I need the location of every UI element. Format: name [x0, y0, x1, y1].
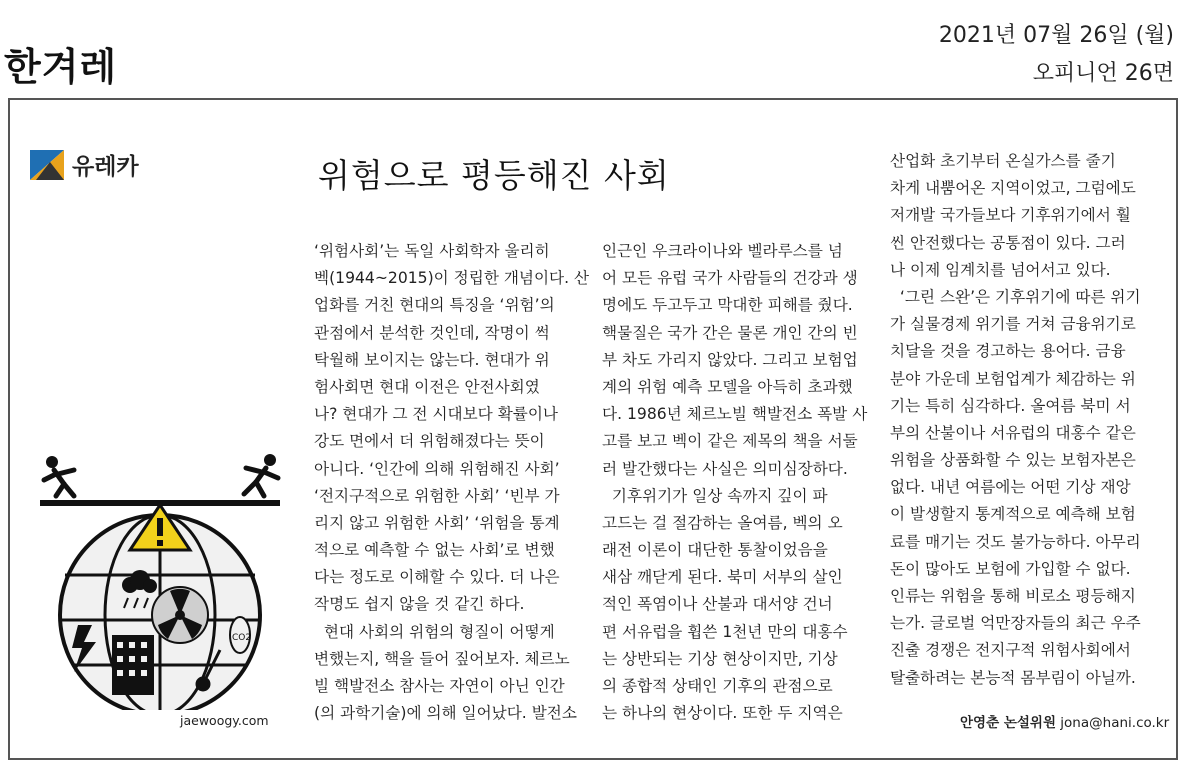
text-line: ‘그린 스완’은 기후위기에 따른 위기	[890, 287, 1141, 306]
text-line: 현대 사회의 위험의 형질이 어떻게	[314, 622, 555, 641]
text-line: 계의 위험 예측 모델을 아득히 초과했	[602, 377, 853, 396]
section-page: 오피니언 26면	[1032, 61, 1174, 86]
text-line: 저개발 국가들보다 기후위기에서 훨	[890, 206, 1131, 225]
text-line: 부의 산불이나 서유럽의 대홍수 같은	[890, 423, 1136, 442]
text-line: 탁월해 보이지는 않는다. 현대가 위	[314, 350, 550, 369]
byline	[960, 711, 1169, 731]
text-line: 다는 정도로 이해할 수 있다. 더 나은	[314, 568, 560, 587]
text-line: 위험을 상품화할 수 있는 보험자본은	[890, 451, 1136, 470]
svg-text:CO2: CO2	[232, 633, 252, 643]
text-line: 나 이제 임계치를 넘어서고 있다.	[890, 260, 1111, 279]
text-line: 기는 특히 심각하다. 올여름 북미 서	[890, 396, 1131, 415]
text-line: 인근인 우크라이나와 벨라루스를 넘	[602, 242, 843, 260]
text-line: 빌 핵발전소 참사는 자연이 아닌 인간	[314, 677, 565, 695]
text-line: 인류는 위험을 통해 비로소 평등해지	[890, 587, 1136, 605]
illustration-credit: jaewoogy.com	[180, 713, 269, 728]
byline-name: 안영춘 논설위원	[960, 715, 1056, 731]
issue-date: 2021년 07월 26일 (월)	[938, 23, 1174, 48]
text-line: 부 차도 가리지 않았다. 그리고 보험업	[602, 350, 858, 369]
text-line: 의 종합적 상태인 기후의 관점으로	[602, 677, 833, 695]
text-line: 편 서유럽을 휩쓴 1천년 만의 대홍수	[602, 622, 848, 641]
text-line: 험사회면 현대 이전은 안전사회였	[314, 377, 540, 396]
newspaper-logo: 한겨레	[4, 45, 118, 89]
text-line: 아니다. ‘인간에 의해 위험해진 사회’	[314, 459, 560, 478]
text-line: 관점에서 분석한 것인데, 작명이 썩	[314, 323, 550, 342]
text-line: 작명도 쉽지 않을 것 같긴 하다.	[314, 595, 525, 614]
text-line: 강도 면에서 더 위험해졌다는 뜻이	[314, 432, 545, 451]
text-line: 없다. 내년 여름에는 어떤 기상 재앙	[890, 478, 1131, 497]
falling-person-icon	[44, 456, 74, 496]
article-title: 위험으로 평등해진 사회	[318, 156, 670, 195]
text-line: 리지 않고 위험한 사회’ ‘위험을 통계	[314, 513, 560, 532]
illustration	[30, 450, 290, 710]
text-line: 돈이 많아도 보험에 가입할 수 없다.	[890, 559, 1131, 578]
co2-footprint-icon	[230, 617, 251, 653]
text-line: 새삼 깨닫게 된다. 북미 서부의 살인	[602, 568, 843, 587]
text-line: 기후위기가 일상 속까지 깊이 파	[602, 486, 828, 505]
text-line: 적으로 예측할 수 없는 사회’로 변했	[314, 541, 555, 560]
article-column-1	[314, 238, 589, 727]
article-column-3	[890, 148, 1141, 692]
text-line: 벡(1944~2015)이 정립한 개념이다. 산	[314, 269, 590, 288]
radiation-icon	[152, 587, 208, 643]
text-line: 진출 경쟁은 전지구적 위험사회에서	[890, 641, 1131, 660]
text-line: 산업화 초기부터 온실가스를 줄기	[890, 152, 1116, 170]
eureka-logo-icon	[30, 150, 64, 180]
text-line: 러 발간했다는 사실은 의미심장하다.	[602, 459, 848, 478]
text-line: 탈출하려는 본능적 몸부림이 아닐까.	[890, 668, 1136, 687]
text-line: 가 실물경제 위기를 거쳐 금융위기로	[890, 315, 1136, 334]
text-line: 는가. 글로벌 억만장자들의 최근 우주	[890, 614, 1141, 633]
article-column-2	[602, 238, 867, 727]
text-line: 는 하나의 현상이다. 또한 두 지역은	[602, 704, 843, 723]
text-line: 분야 가운데 보험업계가 체감하는 위	[890, 369, 1136, 388]
text-line: 핵물질은 국가 간은 물론 개인 간의 빈	[602, 323, 858, 342]
text-line: 적인 폭염이나 산불과 대서양 건너	[602, 595, 833, 614]
text-line: 래전 이론이 대단한 통찰이었음을	[602, 541, 828, 560]
text-line: 이 발생할지 통계적으로 예측해 보험	[890, 505, 1136, 524]
text-line: 차게 내뿜어온 지역이었고, 그럼에도	[890, 179, 1136, 198]
text-line: 치달을 것을 경고하는 용어다. 금융	[890, 342, 1126, 361]
text-line: 나? 현대가 그 전 시대보다 확률이나	[314, 405, 558, 424]
text-line: 다. 1986년 체르노빌 핵발전소 폭발 사	[602, 405, 868, 424]
text-line: 어 모든 유럽 국가 사람들의 건강과 생	[602, 269, 858, 288]
text-line: 명에도 두고두고 막대한 피해를 줬다.	[602, 296, 853, 315]
text-line: 료를 매기는 것도 불가능하다. 아무리	[890, 532, 1141, 551]
building-icon	[112, 635, 154, 695]
column-logo	[30, 148, 139, 181]
text-line: 고드는 걸 절감하는 올여름, 벡의 오	[602, 513, 843, 532]
text-line: 변했는지, 핵을 들어 짚어보자. 체르노	[314, 649, 570, 668]
text-line: (의 과학기술)에 의해 일어났다. 발전소	[314, 704, 577, 723]
text-line: 고를 보고 벡이 같은 제목의 책을 서둘	[602, 432, 858, 451]
text-line: ‘위험사회’는 독일 사회학자 울리히	[314, 242, 550, 260]
falling-person-icon	[244, 454, 278, 496]
text-line: 는 상반되는 기상 현상이지만, 기상	[602, 649, 838, 668]
text-line: 업화를 거친 현대의 특징을 ‘위험’의	[314, 296, 555, 315]
text-line: ‘전지구적으로 위험한 사회’ ‘빈부 가	[314, 486, 560, 505]
text-line: 씬 안전했다는 공통점이 있다. 그러	[890, 233, 1126, 252]
column-name: 유레카	[72, 154, 139, 180]
byline-email: jona@hani.co.kr	[1060, 715, 1170, 731]
